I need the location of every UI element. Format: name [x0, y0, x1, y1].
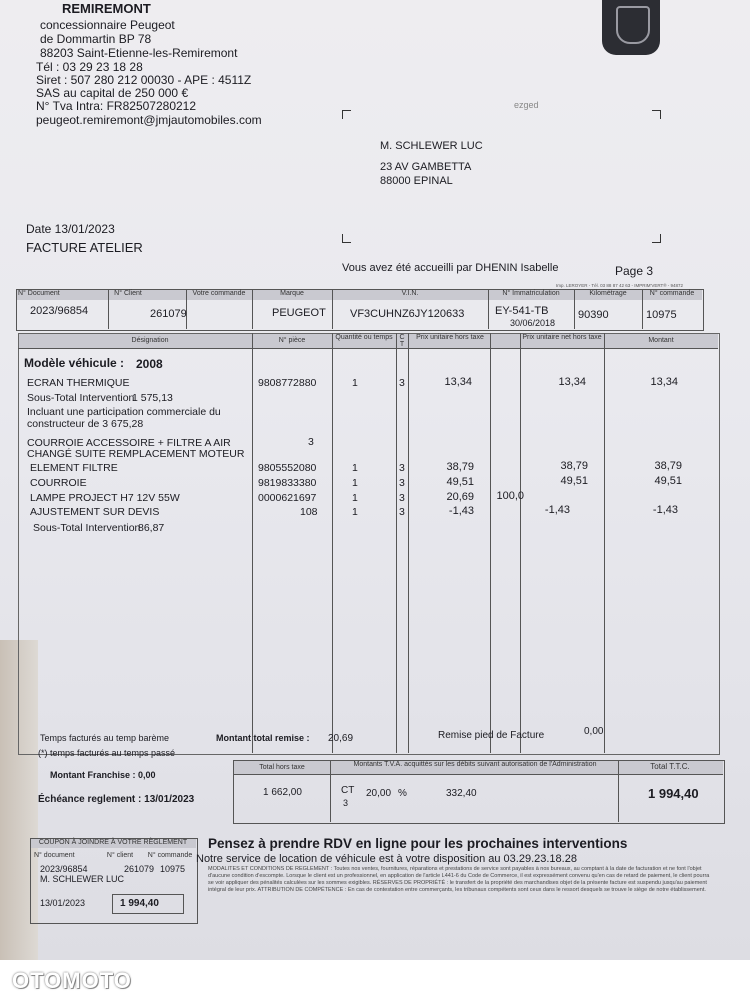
value-first-registration: 30/06/2018	[510, 318, 556, 328]
ezged-stamp: ezged	[514, 100, 539, 110]
th-unit-price: Prix unitaire hors taxe	[416, 334, 484, 341]
line-ct: 3	[399, 506, 405, 518]
label-plate: N° Immatriculation	[502, 290, 560, 297]
remise-pied-label: Remise pied de Facture	[438, 730, 545, 741]
model-value: 2008	[136, 357, 163, 371]
th-amount: Montant	[648, 337, 674, 344]
th-t: T	[399, 341, 405, 348]
coupon-doc: 2023/96854	[40, 864, 88, 874]
th-designation: Désignation	[131, 337, 169, 344]
line-piece: 9805552080	[258, 462, 317, 474]
line-net: 13,34	[558, 376, 586, 388]
dealer-tva: N° Tva Intra: FR82507280212	[36, 99, 197, 113]
label-brand: Marque	[280, 290, 304, 297]
coupon-title: COUPON À JOINDRE À VOTRE RÈGLEMENT	[38, 839, 188, 846]
line-ct: 3	[399, 492, 405, 504]
value-plate: EY-541-TB	[495, 305, 549, 317]
franchise: Montant Franchise : 0,00	[50, 770, 156, 780]
coupon-label-doc: N° document	[34, 852, 75, 859]
dealer-name: REMIREMONT	[62, 1, 151, 16]
line-designation: LAMPE PROJECT H7 12V 55W	[30, 492, 180, 504]
remise-label: Montant total remise :	[216, 733, 310, 743]
tva-pct: %	[398, 788, 407, 799]
th-qty: Quantité ou temps	[335, 334, 393, 341]
printer-ref: Imp. LEROYER - Tél. 03 88 87 42 63 - IMPRIM'VERT® - 94872	[556, 283, 684, 288]
invoice-type: FACTURE ATELIER	[26, 240, 143, 255]
label-vin: V.I.N.	[401, 290, 419, 297]
tva-rate: 20,00	[366, 788, 392, 799]
tva-label: Montants T.V.A. acquittés sur les débits suivant autorisation de l'Administration	[353, 761, 597, 768]
total-ttc: 1 994,40	[648, 786, 699, 801]
dealer-capital: SAS au capital de 250 000 €	[36, 86, 189, 100]
line-amount: -1,43	[652, 504, 678, 516]
label-order: Votre commande	[192, 290, 246, 297]
customer-name: M. SCHLEWER LUC	[380, 140, 483, 152]
line-qty: 1	[352, 492, 358, 504]
line-piece: 9819833380	[258, 477, 317, 489]
line-designation: Sous-Total Intervention	[33, 522, 141, 534]
line-ct: 3	[399, 477, 405, 489]
dealer-line2: de Dommartin BP 78	[40, 32, 152, 46]
line-piece: 108	[300, 506, 318, 518]
line-designation: ECRAN THERMIQUE	[27, 377, 130, 389]
coupon-order: 10975	[160, 864, 186, 874]
window-corner-br	[652, 234, 661, 243]
line-unit: 20,69	[446, 491, 474, 503]
coupon-label-order: N° commande	[147, 852, 193, 859]
line-piece: 9808772880	[258, 377, 317, 389]
welcome-text: Vous avez été accueilli par DHENIN Isabelle	[342, 262, 559, 274]
dealer-line3: 88203 Saint-Etienne-les-Remiremont	[40, 46, 238, 60]
line-unit: 49,51	[446, 476, 474, 488]
dealer-siret: Siret : 507 280 212 00030 - APE : 4511Z	[36, 73, 252, 87]
label-km: Kilométrage	[589, 290, 627, 297]
label-order-no: N° commande	[649, 290, 695, 297]
line-designation: COURROIE	[30, 477, 87, 489]
line-amount: 49,51	[654, 475, 682, 487]
line-discount: 100,0	[496, 490, 524, 502]
customer-street: 23 AV GAMBETTA	[380, 161, 472, 173]
coupon-label-client: N° client	[106, 852, 134, 859]
line-qty: 1	[352, 462, 358, 474]
th-piece: N° pièce	[278, 337, 306, 344]
line-designation: AJUSTEMENT SUR DEVIS	[30, 506, 160, 518]
coupon-date: 13/01/2023	[40, 898, 86, 908]
line-amount: 13,34	[650, 376, 678, 388]
line-designation: ELEMENT FILTRE	[30, 462, 118, 474]
line-designation: CHANGÉ SUITE REMPLACEMENT MOTEUR	[27, 448, 245, 460]
model-label: Modèle véhicule :	[24, 356, 125, 370]
window-corner-bl	[342, 234, 351, 243]
otomoto-watermark: OTOMOTO	[12, 968, 132, 993]
page-number: Page 3	[615, 264, 654, 278]
note-bareme: Temps facturés au temp barème	[40, 733, 170, 743]
value-order-no: 10975	[646, 309, 677, 321]
line-piece: 86,87	[138, 522, 165, 534]
note-temps-passe: (*) temps facturés au temps passé	[38, 748, 176, 758]
line-piece: 1 575,13	[132, 392, 173, 404]
line-piece: 3	[308, 436, 314, 448]
label-client: N° Client	[114, 290, 142, 297]
window-corner-tr	[652, 110, 661, 119]
line-qty: 1	[352, 377, 358, 389]
dealer-tel: Tél : 03 29 23 18 28	[36, 60, 143, 74]
value-brand: PEUGEOT	[272, 307, 326, 319]
total-ht: 1 662,00	[263, 787, 302, 798]
line-unit: 13,34	[444, 376, 472, 388]
terms-small-print: MODALITÉS ET CONDITIONS DE RÈGLEMENT : Toutes nos ventes, fournitures, réparations et prestations de service sont payables à nos bureaux, au comptant à la date de facturation et ne font l'objet d'aucune condition d'escompte. Lorsque le client est un professionnel, en application de l'article L441-6 du Code de Commerce, il est expressément convenu qu'en cas de retard de paiement, le client pourra se voir appliquer des pénalités calculées sur les sommes exigibles. RÉSERVES DE PROPRIÉTÉ : le transfert de la propriété des marchandises objet de la présente facture est suspendu jusqu'au paiement intégral de leur prix. ATTRIBUTION DE COMPÉTENCE : En cas de contestation entre commerçants, les tribunaux compétents sont ceux dans le ressort desquels se trouve le siège de notre établissement.	[208, 866, 710, 893]
th-net-price: Prix unitaire net hors taxe	[522, 334, 602, 341]
line-net: 49,51	[560, 475, 588, 487]
line-piece: 0000621697	[258, 492, 317, 504]
remise-value: 20,69	[328, 733, 354, 744]
promo-service: Notre service de location de véhicule est à votre disposition au 03.29.23.18.28	[196, 853, 577, 865]
total-ttc-label: Total T.T.C.	[650, 762, 690, 771]
coupon-name: M. SCHLEWER LUC	[40, 874, 125, 884]
dealer-line1: concessionnaire Peugeot	[40, 18, 175, 32]
line-net: -1,43	[544, 504, 570, 516]
tva-ct: CT	[341, 785, 355, 796]
promo-headline: Pensez à prendre RDV en ligne pour les prochaines interventions	[208, 836, 628, 851]
value-client: 261079	[150, 308, 187, 320]
line-designation: Sous-Total Intervention	[27, 392, 135, 404]
line-designation: constructeur de 3 675,28	[27, 418, 144, 430]
line-designation: Incluant une participation commerciale du	[27, 406, 221, 418]
invoice-date: Date 13/01/2023	[26, 222, 115, 236]
total-ht-label: Total hors taxe	[259, 764, 305, 771]
coupon-amount: 1 994,40	[120, 898, 159, 909]
line-ct: 3	[399, 462, 405, 474]
tva-code: 3	[343, 798, 349, 808]
peugeot-lion-logo-icon	[602, 0, 660, 55]
customer-city: 88000 EPINAL	[380, 175, 453, 187]
line-unit: -1,43	[448, 505, 474, 517]
tva-amount: 332,40	[446, 788, 477, 799]
line-qty: 1	[352, 477, 358, 489]
remise-pied-value: 0,00	[584, 726, 604, 737]
label-document: N° Document	[18, 290, 60, 297]
window-corner-tl	[342, 110, 351, 119]
value-vin: VF3CUHNZ6JY120633	[350, 308, 465, 320]
value-document: 2023/96854	[30, 305, 89, 317]
line-qty: 1	[352, 506, 358, 518]
echeance: Échéance reglement : 13/01/2023	[38, 794, 195, 805]
value-km: 90390	[578, 309, 609, 321]
line-amount: 38,79	[654, 460, 682, 472]
line-net: 38,79	[560, 460, 588, 472]
coupon-client: 261079	[124, 864, 155, 874]
dealer-email: peugeot.remiremont@jmjautomobiles.com	[36, 113, 262, 127]
line-ct: 3	[399, 377, 405, 389]
th-c: C	[399, 334, 405, 341]
line-designation: COURROIE ACCESSOIRE + FILTRE A AIR	[27, 437, 231, 449]
line-unit: 38,79	[446, 461, 474, 473]
